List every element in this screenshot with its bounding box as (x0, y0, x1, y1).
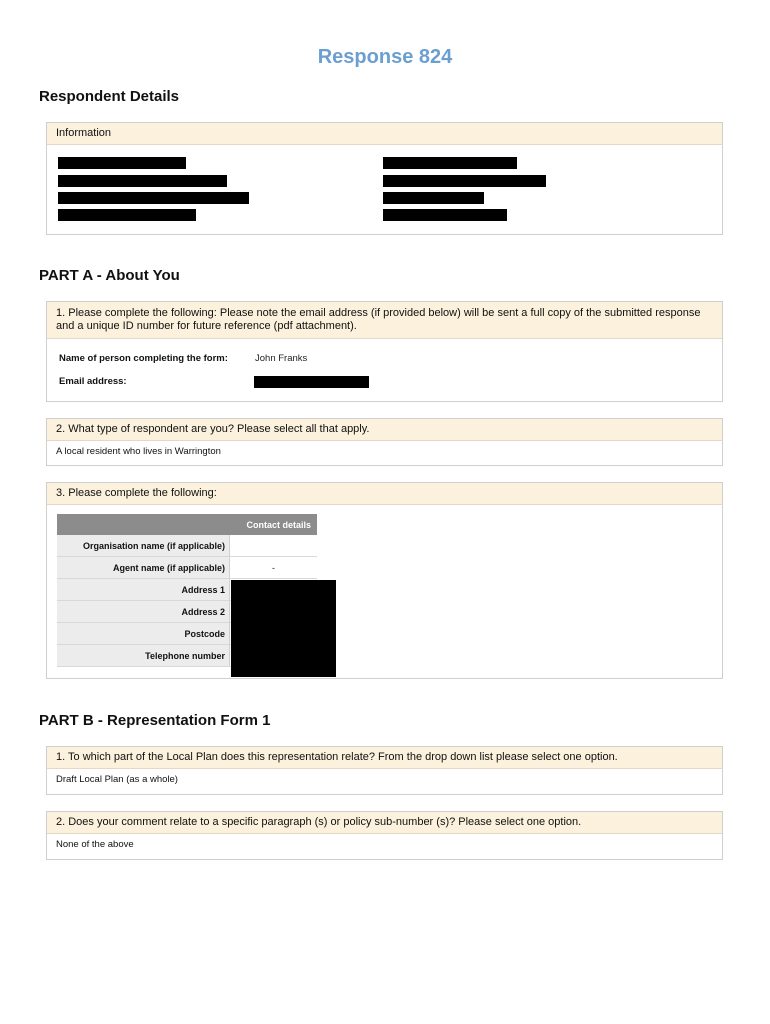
contact-redaction (231, 580, 336, 677)
part-b-question-2 (46, 811, 723, 860)
row-label: Address 1 (57, 579, 230, 601)
row-value (230, 535, 318, 557)
row-label: Agent name (if applicable) (57, 557, 230, 579)
answer-text: A local resident who lives in Warrington (56, 446, 221, 457)
redaction-block (383, 209, 507, 221)
question-text: 2. What type of respondent are you? Please select all that apply. (47, 419, 722, 441)
email-redaction (254, 376, 369, 388)
table-header-row (57, 514, 317, 535)
row-label: Organisation name (if applicable) (57, 535, 230, 557)
respondent-details-heading: Respondent Details (39, 88, 180, 105)
row-label: Telephone number (57, 645, 230, 667)
redaction-block (383, 175, 546, 187)
part-a-question-1 (46, 301, 723, 402)
contact-details-area (47, 505, 722, 678)
redaction-block (58, 209, 196, 221)
information-box (46, 122, 723, 235)
table-row (57, 535, 317, 557)
part-b-question-1 (46, 746, 723, 795)
redaction-block (383, 157, 517, 169)
document-title: Response 824 (317, 46, 453, 68)
question-1-body (47, 339, 722, 403)
information-box-title: Information (47, 123, 722, 145)
redaction-block (383, 192, 484, 204)
question-text: 1. To which part of the Local Plan does this representation relate? From the drop down list please select one option. (47, 747, 722, 769)
name-value: John Franks (255, 353, 308, 364)
redaction-block (58, 157, 186, 169)
row-label: Postcode (57, 623, 230, 645)
part-b-heading: PART B - Representation Form 1 (39, 712, 271, 729)
redaction-block (58, 175, 227, 187)
redaction-block (58, 192, 249, 204)
question-text: 1. Please complete the following: Please note the email address (if provided below) will be sent a full copy of the submitted response and a unique ID number for future reference (pdf attachment). (47, 302, 722, 339)
part-a-heading: PART A - About You (39, 267, 180, 284)
email-label: Email address: (59, 376, 127, 387)
question-text: 2. Does your comment relate to a specific paragraph (s) or policy sub-number (s)? Please select one option. (47, 812, 722, 834)
part-a-question-2 (46, 418, 723, 466)
table-row (57, 557, 317, 579)
answer-text: Draft Local Plan (as a whole) (56, 774, 178, 785)
name-label: Name of person completing the form: (59, 353, 228, 364)
answer-text: None of the above (56, 839, 134, 850)
row-value: - (230, 557, 318, 579)
row-label: Address 2 (57, 601, 230, 623)
information-box-body (47, 145, 722, 234)
question-text: 3. Please complete the following: (47, 483, 722, 505)
contact-details-header: Contact details (57, 514, 317, 535)
part-a-question-3 (46, 482, 723, 679)
